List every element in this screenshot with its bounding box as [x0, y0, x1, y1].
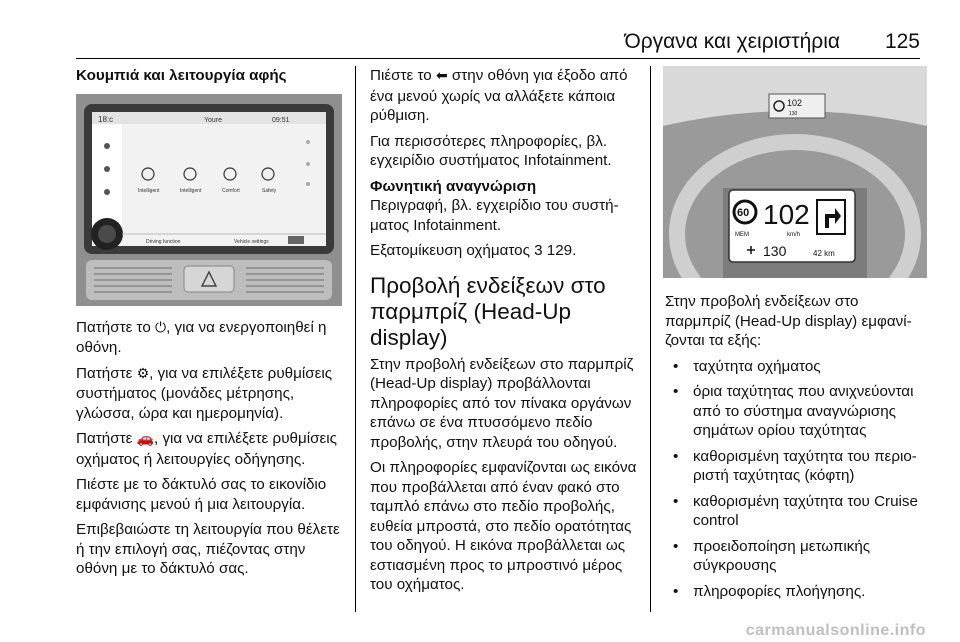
car-icon: 🚗 — [136, 431, 154, 447]
hud-speed: 102 — [763, 199, 810, 230]
figure-status-text: 18:c — [98, 114, 114, 124]
power-icon: ⏻ — [155, 319, 167, 336]
paragraph-back — [370, 66, 640, 126]
list-item: • όρια ταχύτητας που ανιχνεύονται από το σύστημα αναγνώρισης σημάτων ορίου ταχύτητας — [665, 382, 927, 441]
paragraph-confirm: Επιβεβαιώστε τη λειτουργία που θέλετε ή την επιλογή σας, πιέζοντας στην οθόνη με το δάκτυλό σας. — [76, 521, 340, 577]
small-hud-sub: 130 — [789, 111, 798, 117]
text-run: , για να επιλέξετε ρυθμίσεις οχήματος ή λειτουργίες οδήγησης. — [76, 430, 337, 468]
subheading-voice: Φωνητική αναγνώριση — [370, 177, 537, 195]
hud-mem: MEM — [735, 232, 749, 238]
paragraph-hud-intro: Στην προβολή ενδείξεων στο παρμπρίζ (Head-Up display) προβάλλονται πληροφορίες από τον πίνακα οργάνων επάνω σε ένα πτυσσόμενο πεδίο προβολής, στην πλευρά του οδηγού. — [370, 355, 634, 451]
paragraph-hud-shows: Στην προβολή ενδείξεων στο παρμπρίζ (Head-Up display) εμφανίζονται τα εξής: — [665, 293, 912, 349]
paragraph-personalization — [370, 241, 640, 261]
figure-tile-1: Intelligent — [138, 187, 160, 194]
paragraph-touch-icon: Πιέστε με το δάκτυλό σας το εικονίδιο εμφάνισης μενού ή μια λειτουργία. — [76, 476, 327, 513]
figure-bottom-left: Driving function — [146, 238, 181, 245]
text-run: Πιέστε το — [370, 67, 436, 84]
figure-tile-2: Intelligent — [180, 187, 202, 194]
list-item: • ταχύτητα οχήματος — [665, 357, 927, 377]
paragraph-vehicle-settings — [76, 429, 344, 469]
running-header-title: Όργανα και χειριστήρια — [624, 30, 840, 53]
column-divider-1 — [355, 66, 356, 612]
hud-cruise-speed: 130 — [763, 243, 787, 259]
hud-illustration — [663, 66, 927, 278]
figure-bottom-right: Vehicle settings — [234, 238, 269, 245]
infotainment-figure — [76, 94, 342, 306]
page-number: 125 — [884, 30, 920, 53]
paragraph-hud-projection: Οι πληροφορίες εμφανίζονται ως εικόνα που προβάλλεται από έναν φακό στο ταμπλό επάνω στο πεδίο προβολής, ευθεία μπροστά, στο πεδίο ορατότητας του οδηγού. Η εικόνα προβάλλεται ως εστιασμένη προς το μπροστινό μέρος του οχήματος. — [370, 459, 637, 593]
text-run: Πατήστε — [76, 364, 137, 382]
hud-distance: 42 km — [813, 249, 835, 258]
text-run: Εξατομίκευση οχήματος — [370, 242, 535, 259]
figure-tile-3: Comfort — [222, 187, 240, 194]
paragraph-system-settings — [76, 364, 344, 424]
text-run: στην οθόνη για έξοδο από ένα μενού χωρίς να αλλάξετε κάποια ρύθμιση. — [370, 67, 628, 124]
text-run: Πατήστε το — [76, 318, 156, 336]
column-2 — [370, 66, 640, 601]
paragraph-more-info: Για περισσότερες πληροφορίες, βλ. εγχειρίδιο συστήματος Infotainment. — [370, 132, 612, 169]
header-rule — [76, 58, 920, 59]
list-item: • καθορισμένη ταχύτητα του Cruise control — [665, 492, 927, 531]
paragraph-voice: Περιγραφή, βλ. εγχειρίδιο του συστήματος Infotainment. — [370, 197, 619, 234]
section-heading-hud: Προβολή ενδείξεων στο παρμπρίζ (Head-Up display) — [370, 272, 606, 350]
infotainment-illustration — [76, 94, 342, 306]
figure-status-right: Youre — [204, 116, 223, 124]
watermark: carmanualsonline.info — [745, 622, 926, 639]
figure-clock: 09:51 — [272, 116, 290, 124]
column-divider-2 — [650, 66, 651, 612]
head-up-display-figure — [663, 66, 927, 278]
list-item: • προειδοποίηση μετωπικής σύγκρουσης — [665, 537, 927, 576]
paragraph-power — [76, 318, 344, 358]
hud-speed-limit: 60 — [737, 207, 750, 219]
column-3 — [665, 292, 927, 607]
gear-icon: ⚙ — [136, 365, 150, 382]
figure-tile-4: Safety — [262, 187, 277, 194]
list-item: • καθορισμένη ταχύτητα του περιοριστή ταχύτητας (κόφτη) — [665, 447, 927, 486]
page-reference-link[interactable]: 3 129 — [534, 242, 573, 259]
text-run: . — [572, 242, 577, 259]
list-item: • πληροφορίες πλοήγησης. — [665, 582, 927, 602]
hud-unit: km/h — [787, 232, 801, 238]
section-heading-touch: Κουμπιά και λειτουργία αφής — [76, 67, 287, 84]
text-run: , για να ενεργοποιηθεί η οθόνη. — [76, 318, 327, 356]
column-1 — [76, 66, 344, 585]
text-run: , για να επιλέξετε ρυθμίσεις συστήματος (μονάδες μέτρησης, γλώσσα, ώρα και ημερομηνία). — [76, 364, 333, 422]
small-hud-speed: 102 — [787, 98, 803, 108]
back-arrow-icon: ⬅ — [435, 68, 448, 84]
text-run: Πατήστε — [76, 430, 137, 447]
